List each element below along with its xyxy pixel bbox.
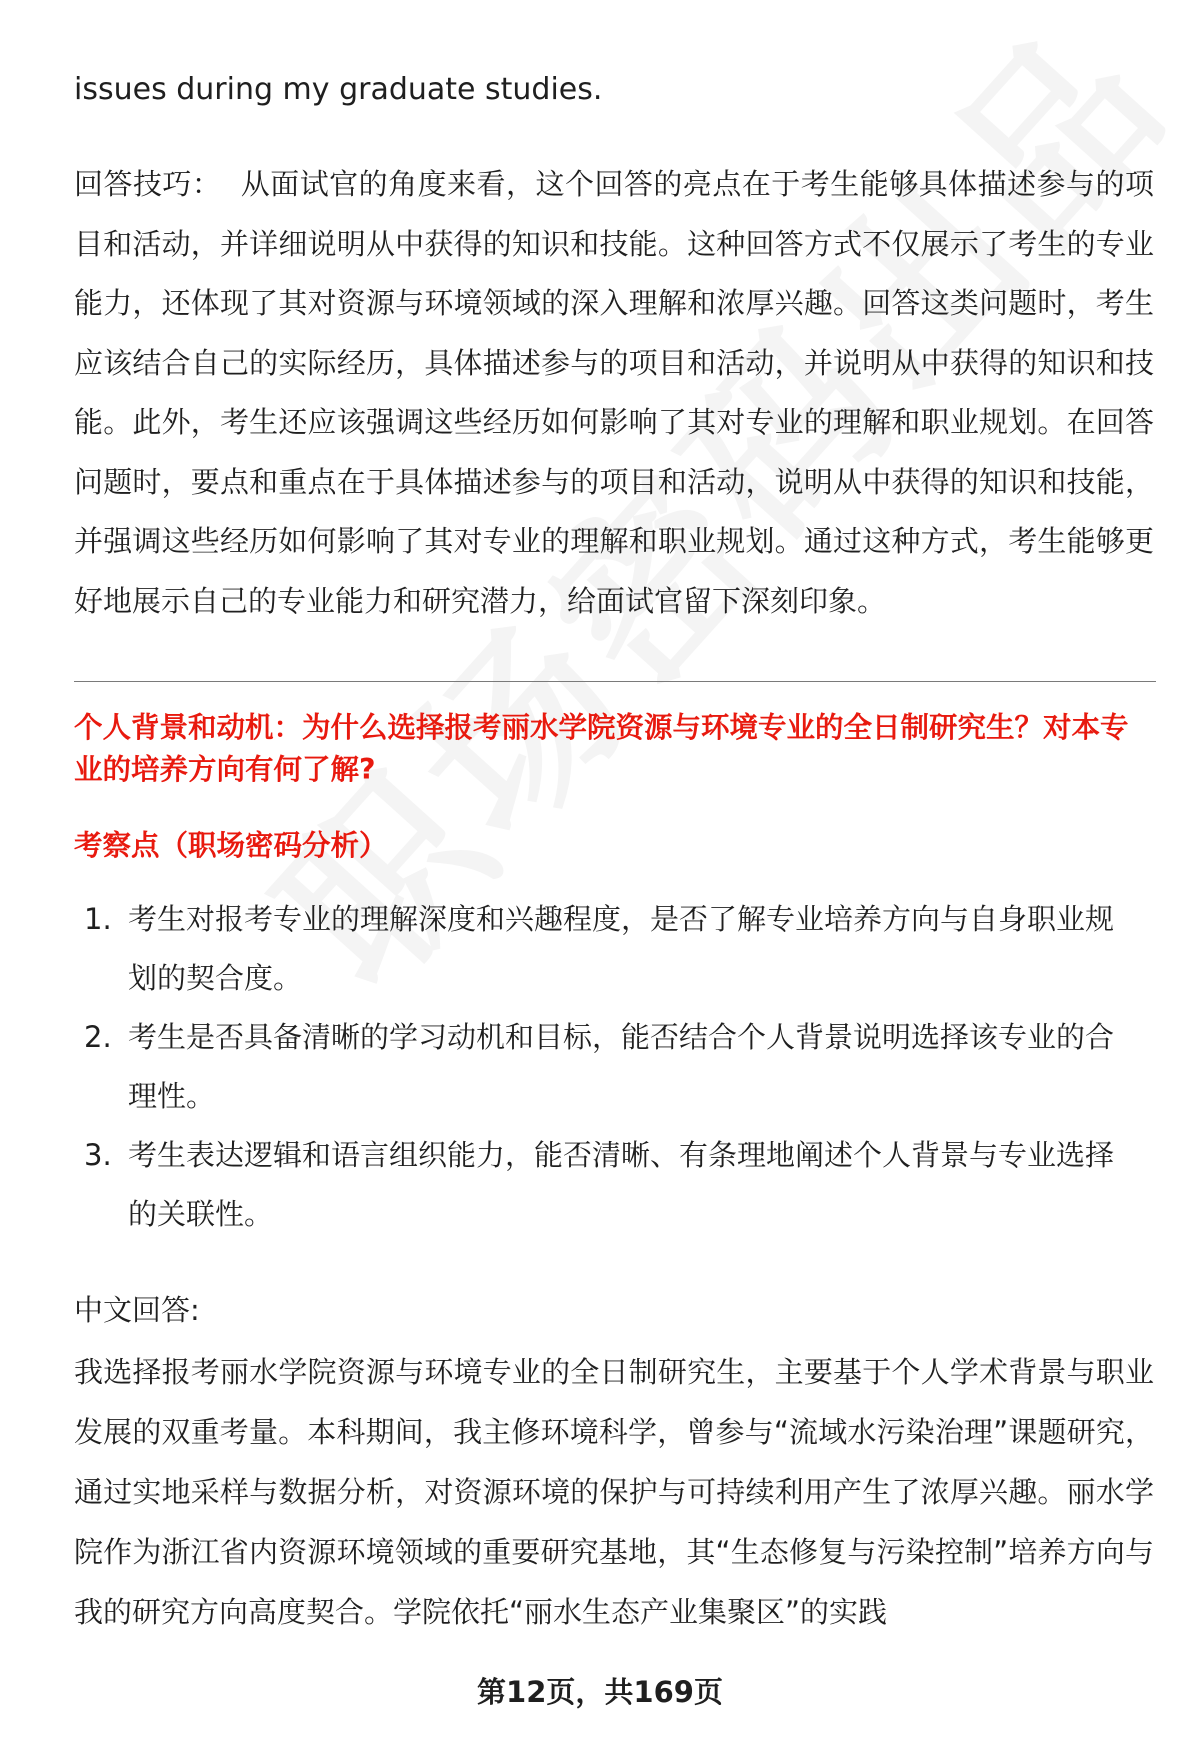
chinese-answer-text: 我选择报考丽水学院资源与环境专业的全日制研究生，主要基于个人学术背景与职业发展的双重考量。本科期间，我主修环境科学，曾参与“流域水污染治理”课题研究，通过实地采样与数据分析，对资源环境的保护与可持续利用产生了浓厚兴趣。丽水学院作为浙江省内资源环境领域的重要研究基地，其“生态修复与污染控制”培养方向与我的研究方向高度契合。学院依托“丽水生态产业集聚区”的实践	[74, 1355, 1154, 1629]
list-item-number: 3.	[84, 1138, 112, 1172]
list-item-number: 1.	[84, 902, 112, 936]
page-number-footer: 第12页，共169页	[477, 1675, 723, 1709]
answer-tip-text: 从面试官的角度来看，这个回答的亮点在于考生能够具体描述参与的项目和活动，并详细说明从中获得的知识和技能。这种回答方式不仅展示了考生的专业能力，还体现了其对资源与环境领域的深入理解和浓厚兴趣。回答这类问题时，考生应该结合自己的实际经历，具体描述参与的项目和活动，并说明从中获得的知识和技能。此外，考生还应该强调这些经历如何影响了其对专业的理解和职业规划。在回答问题时，要点和重点在于具体描述参与的项目和活动，说明从中获得的知识和技能，并强调这些经历如何影响了其对专业的理解和职业规划。通过这种方式，考生能够更好地展示自己的专业能力和研究潜力，给面试官留下深刻印象。	[74, 167, 1154, 618]
list-item	[84, 1126, 1134, 1244]
answer-tip-label: 回答技巧：	[74, 167, 222, 201]
list-item-number: 2.	[84, 1020, 112, 1054]
list-item	[84, 890, 1134, 1008]
list-item-text: 考生表达逻辑和语言组织能力，能否清晰、有条理地阐述个人背景与专业选择的关联性。	[128, 1138, 1115, 1231]
list-item-text: 考生对报考专业的理解深度和兴趣程度，是否了解专业培养方向与自身职业规划的契合度。	[128, 902, 1115, 995]
list-item	[84, 1008, 1134, 1126]
question-heading: 个人背景和动机：为什么选择报考丽水学院资源与环境专业的全日制研究生？对本专业的培养方向有何了解?	[74, 711, 1129, 786]
list-item-text: 考生是否具备清晰的学习动机和目标，能否结合个人背景说明选择该专业的合理性。	[128, 1020, 1115, 1113]
assessment-points-list	[84, 890, 1134, 1244]
answer-tip-paragraph	[74, 155, 1154, 631]
section-divider	[74, 681, 1156, 682]
continuation-text: issues during my graduate studies.	[74, 72, 603, 107]
chinese-answer-label: 中文回答:	[74, 1293, 200, 1327]
assessment-points-heading: 考察点（职场密码分析）	[74, 829, 388, 862]
